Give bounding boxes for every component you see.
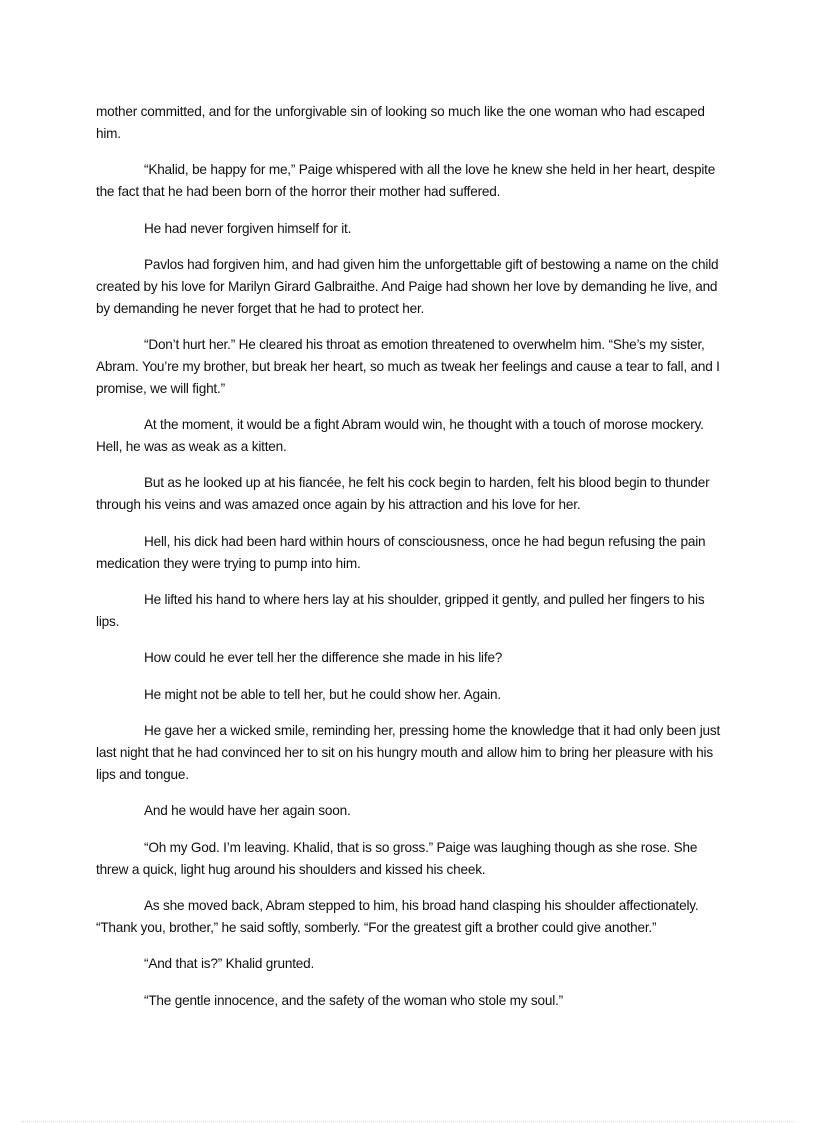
paragraph: But as he looked up at his fiancée, he felt his cock begin to harden, felt his blood begin to thunder through his veins and was amazed once again by his attraction and his love for her. [96,475,710,513]
paragraph: How could he ever tell her the difference she made in his life? [144,650,503,666]
paragraph: “And that is?” Khalid grunted. [144,956,315,972]
paragraph: He had never forgiven himself for it. [144,220,352,236]
paragraph: As she moved back, Abram stepped to him, his broad hand clasping his shoulder affectionately. “Thank you, brother,” he said softly, somberly. “For the greatest gift a brother could give another.” [96,898,699,935]
paragraph: Pavlos had forgiven him, and had given him the unforgettable gift of bestowing a name on the child created by his love for Marilyn Girard Galbraithe. And Paige had shown her love by demanding he live, and by demanding he never forget that he had to protect her. [96,257,719,316]
paragraph: And he would have her again soon. [144,803,351,819]
page-bottom-divider [22,1121,794,1122]
body-text [96,101,722,1026]
paragraph: He might not be able to tell her, but he could show her. Again. [144,686,501,702]
paragraph: At the moment, it would be a fight Abram would win, he thought with a touch of morose mockery. Hell, he was as weak as a kitten. [96,417,704,454]
paragraph: He gave her a wicked smile, reminding her, pressing home the knowledge that it had only been just last night that he had convinced her to sit on his hungry mouth and allow him to bring her pleasure with his lips and tongue. [96,723,721,782]
paragraph: mother committed, and for the unforgivable sin of looking so much like the one woman who had escaped him. [96,104,705,141]
paragraph: “Khalid, be happy for me,” Paige whispered with all the love he knew she held in her heart, despite the fact that he had been born of the horror their mother had suffered. [96,162,716,200]
paragraph: Hell, his dick had been hard within hours of consciousness, once he had begun refusing the pain medication they were trying to pump into him. [96,533,706,571]
paragraph: “Oh my God. I’m leaving. Khalid, that is so gross.” Paige was laughing though as she rose. She threw a quick, light hug around his shoulders and kissed his cheek. [96,839,698,877]
paragraph: He lifted his hand to where hers lay at his shoulder, gripped it gently, and pulled her fingers to his lips. [96,592,705,629]
paragraph: “Don’t hurt her.” He cleared his throat as emotion threatened to overwhelm him. “She’s my sister, Abram. You’re my brother, but break her heart, so much as tweak her feelings and cause a tear to fall, and I promise, we will fight.” [96,337,720,396]
paragraph: “The gentle innocence, and the safety of the woman who stole my soul.” [144,992,563,1008]
